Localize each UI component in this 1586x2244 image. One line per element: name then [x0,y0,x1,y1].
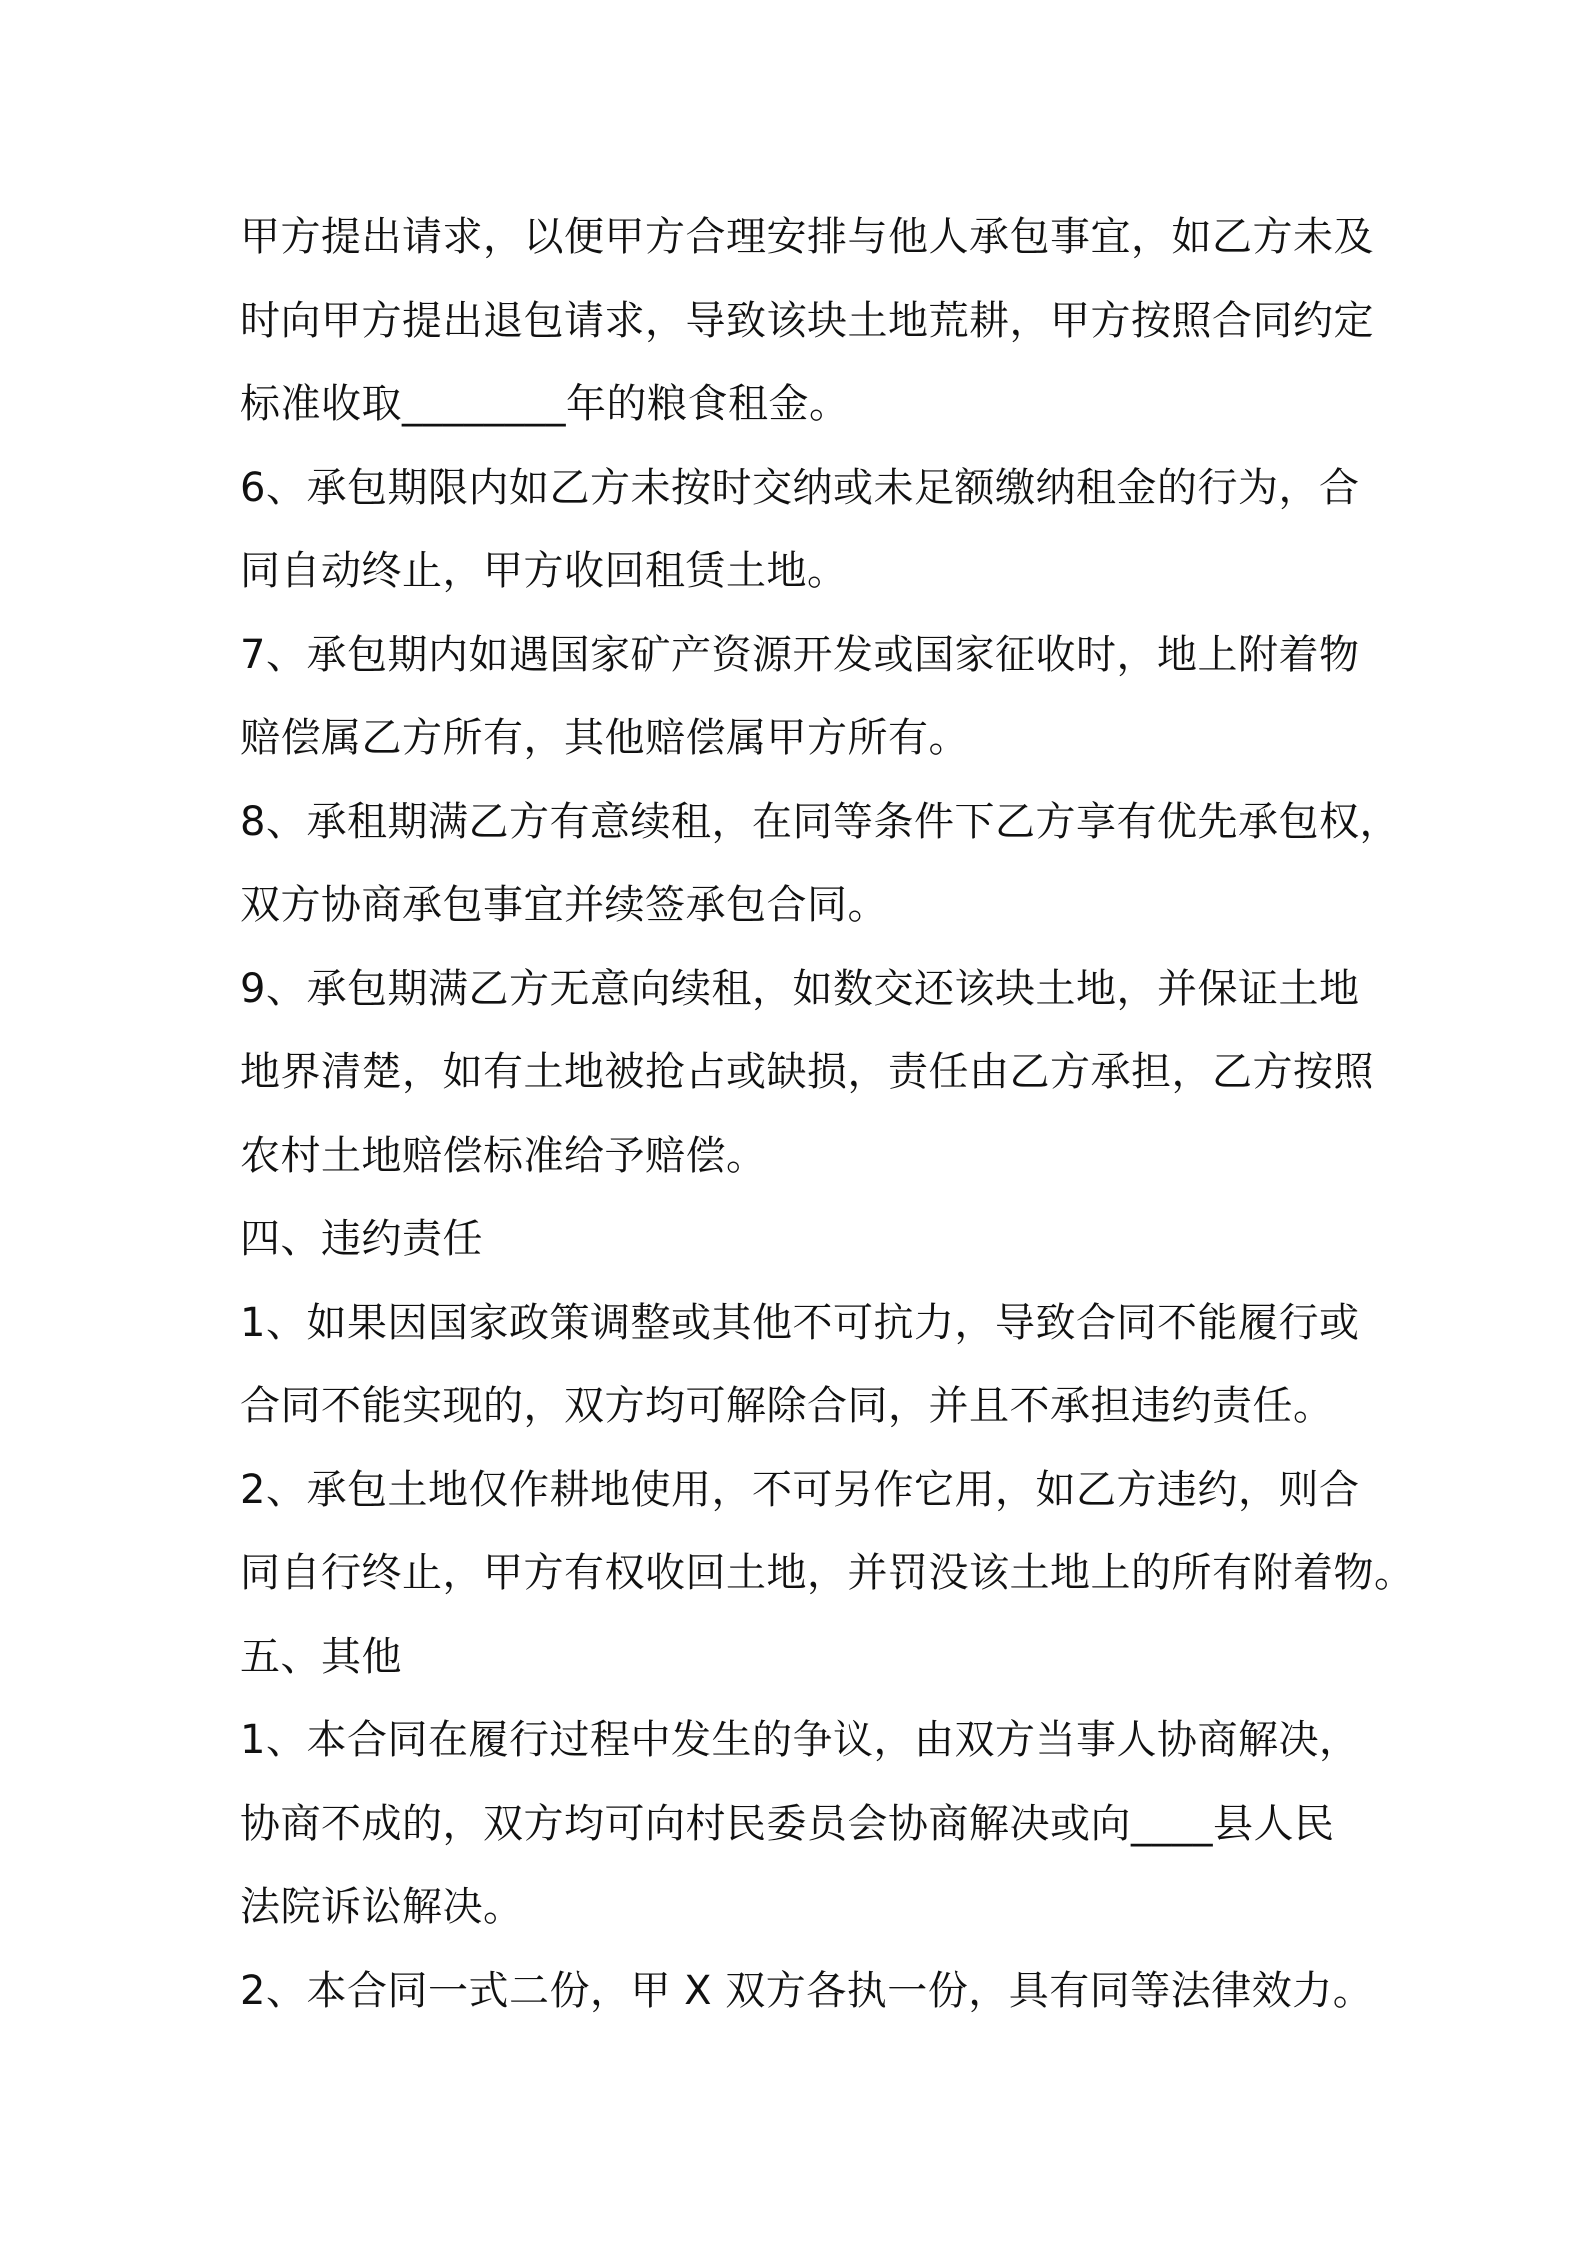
clause-9-line: 农村土地赔偿标准给予赔偿。 [240,1132,767,1179]
other-clause-1-line: 1、本合同在履行过程中发生的争议，由双方当事人协商解决， [240,1717,1360,1763]
paragraph-line: 标准收取________年的粮食租金。 [240,381,850,427]
breach-clause-2-line: 2、承包土地仅作耕地使用，不可另作它用，如乙方违约，则合 [240,1466,1360,1513]
clause-9-line: 地界清楚，如有土地被抢占或缺损，责任由乙方承担，乙方按照 [240,1049,1374,1095]
section-heading-breach: 四、违约责任 [240,1216,483,1262]
clause-7-line: 赔偿属乙方所有，其他赔偿属甲方所有。 [240,715,969,761]
breach-clause-1-line: 合同不能实现的，双方均可解除合同，并且不承担违约责任。 [240,1383,1334,1429]
paragraph-line: 时向甲方提出退包请求，导致该块土地荒耕，甲方按照合同约定 [240,297,1374,344]
other-clause-1-line: 协商不成的，双方均可向村民委员会协商解决或向____县人民 [240,1800,1335,1847]
breach-clause-2-line: 同自行终止，甲方有权收回土地，并罚没该土地上的所有附着物。 [240,1550,1415,1596]
other-clause-1-line: 法院诉讼解决。 [240,1884,524,1930]
clause-7-line: 7、承包期内如遇国家矿产资源开发或国家征收时，地上附着物 [240,631,1360,678]
section-heading-other: 五、其他 [240,1633,402,1680]
breach-clause-1-line: 1、如果因国家政策调整或其他不可抗力，导致合同不能履行或 [240,1299,1360,1346]
other-clause-2-line: 2、本合同一式二份，甲 X 双方各执一份，具有同等法律效力。 [240,1967,1374,2014]
clause-6-line: 6、承包期限内如乙方未按时交纳或未足额缴纳租金的行为，合 [240,464,1360,511]
contract-text-body [240,196,1415,2033]
clause-8-line: 双方协商承包事宜并续签承包合同。 [240,882,888,928]
clause-6-line: 同自动终止，甲方收回租赁土地。 [240,548,848,594]
paragraph-line: 甲方提出请求，以便甲方合理安排与他人承包事宜，如乙方未及 [240,214,1374,260]
clause-8-line: 8、承租期满乙方有意续租，在同等条件下乙方享有优先承包权， [240,798,1400,845]
clause-9-line: 9、承包期满乙方无意向续租，如数交还该块土地，并保证土地 [240,965,1360,1012]
